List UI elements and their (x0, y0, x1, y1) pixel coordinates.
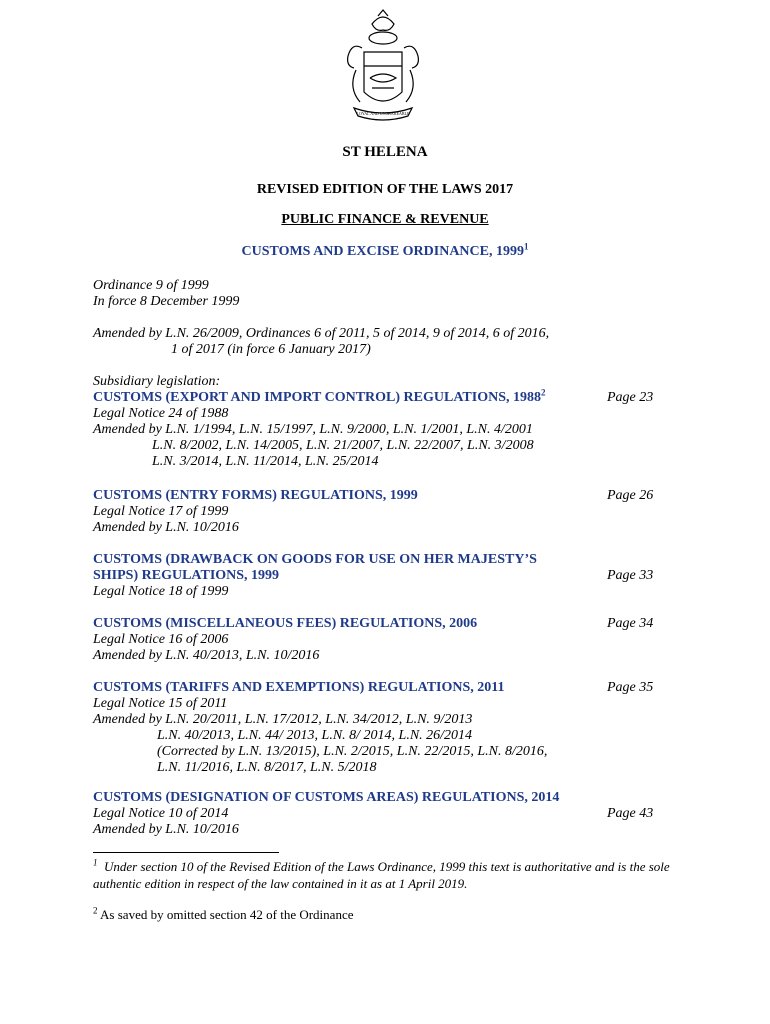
regulation-title: CUSTOMS (DESIGNATION OF CUSTOMS AREAS) REGULATIONS, 2014 (93, 790, 560, 805)
amendment-line: Amended by L.N. 20/2011, L.N. 17/2012, L.N. 34/2012, L.N. 9/2013 (93, 712, 473, 727)
edition-title: REVISED EDITION OF THE LAWS 2017 (256, 182, 514, 197)
document-title: ST HELENA (342, 144, 428, 160)
footnote: $^2$ As saved by omitted section 42 of the Ordinance (93, 905, 354, 922)
page-ref: Page 23 (607, 390, 654, 405)
footnote-number: 1 (93, 857, 98, 868)
page-ref: Page 34 (607, 616, 654, 631)
subsidiary-label: Subsidiary legislation: (93, 374, 221, 389)
regulation-title: CUSTOMS (TARIFFS AND EXEMPTIONS) REGULATIONS, 2011 (93, 680, 505, 695)
legal-notice: Legal Notice 10 of 2014 (93, 806, 229, 821)
legal-notice: Legal Notice 17 of 1999 (93, 504, 229, 519)
footnote-number: 2 (93, 905, 98, 916)
amendment-line: L.N. 40/2013, L.N. 44/ 2013, L.N. 8/ 2014, L.N. 26/2014 (157, 728, 473, 743)
amendment-line: Amended by L.N. 26/2009, Ordinances 6 of 2011, 5 of 2014, 9 of 2014, 6 of 2016, (93, 326, 550, 341)
legal-notice: Legal Notice 16 of 2006 (93, 632, 229, 647)
footnote: $^1$ Under section 10 of the Revised Edition of the Laws Ordinance, 1999 this text is authoritative and is the sole authentic edition in respect of the law contained in it as at 1 April 2019. (93, 857, 670, 891)
ordinance-number: Ordinance 9 of 1999 (93, 278, 209, 293)
amendment-line: Amended by L.N. 40/2013, L.N. 10/2016 (93, 648, 320, 663)
category-title: PUBLIC FINANCE & REVENUE (281, 212, 489, 227)
amendment-line: L.N. 8/2002, L.N. 14/2005, L.N. 21/2007, L.N. 22/2007, L.N. 3/2008 (152, 438, 534, 453)
in-force-date: In force 8 December 1999 (93, 294, 240, 309)
legal-notice: Legal Notice 15 of 2011 (93, 696, 228, 711)
legal-notice: Legal Notice 24 of 1988 (93, 406, 229, 421)
regulation-title: CUSTOMS (EXPORT AND IMPORT CONTROL) REGULATIONS, 1988$^2$ (93, 387, 546, 405)
footnote-divider (93, 852, 279, 853)
amendment-line: Amended by L.N. 1/1994, L.N. 15/1997, L.N. 9/2000, L.N. 1/2001, L.N. 4/2001 (93, 422, 533, 437)
legal-notice: Legal Notice 18 of 1999 (93, 584, 229, 599)
regulation-title: CUSTOMS (DRAWBACK ON GOODS FOR USE ON HER MAJESTY’S (93, 552, 537, 567)
amendment-line: L.N. 3/2014, L.N. 11/2014, L.N. 25/2014 (152, 454, 379, 469)
amendment-line: L.N. 11/2016, L.N. 8/2017, L.N. 5/2018 (157, 760, 377, 775)
page-ref: Page 35 (607, 680, 654, 695)
page-ref: Page 43 (607, 806, 654, 821)
amendment-line: Amended by L.N. 10/2016 (93, 520, 239, 535)
regulation-title: CUSTOMS (ENTRY FORMS) REGULATIONS, 1999 (93, 488, 418, 503)
footnote-ref: 2 (540, 387, 546, 398)
footnote-ref: 1 (524, 241, 529, 252)
regulation-title: CUSTOMS (MISCELLANEOUS FEES) REGULATIONS, 2006 (93, 616, 478, 631)
amendment-line: Amended by L.N. 10/2016 (93, 822, 239, 837)
regulation-title: SHIPS) REGULATIONS, 1999 (93, 568, 280, 583)
amendment-line: (Corrected by L.N. 13/2015), L.N. 2/2015, L.N. 22/2015, L.N. 8/2016, (157, 744, 548, 759)
page-ref: Page 26 (607, 488, 654, 503)
page-ref: Page 33 (607, 568, 654, 583)
coat-of-arms-icon (342, 8, 424, 126)
ordinance-title: CUSTOMS AND EXCISE ORDINANCE, 1999$^1$ (241, 241, 529, 259)
crest-motto-text: LOYAL AND UNSHAKEABLE (356, 111, 410, 116)
amendment-line: 1 of 2017 (in force 6 January 2017) (171, 342, 371, 357)
